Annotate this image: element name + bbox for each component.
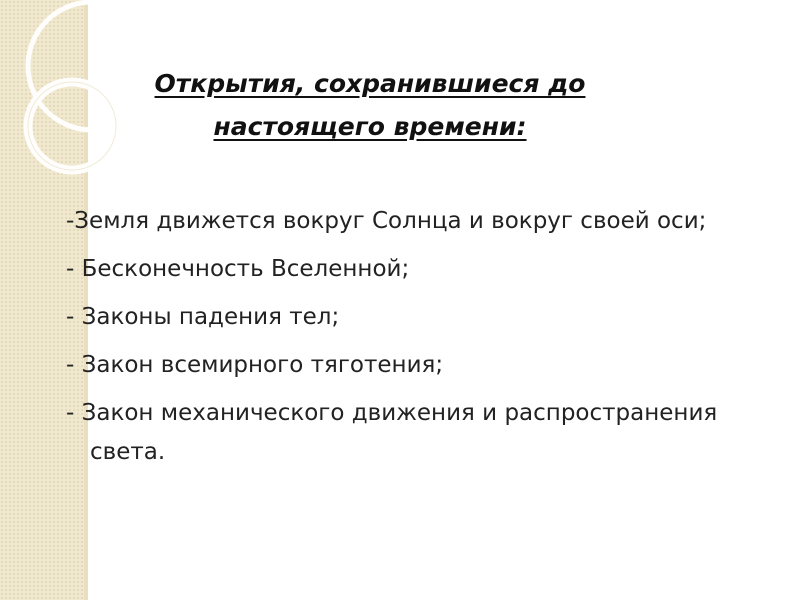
discoveries-list (66, 202, 746, 481)
title-line-1: Открытия, сохранившиеся до (154, 69, 586, 98)
list-item: - Бесконечность Вселенной; (66, 256, 410, 282)
slide-title (100, 62, 640, 148)
list-item: -Земля движется вокруг Солнца и вокруг своей оси; (66, 208, 707, 234)
list-item: - Закон всемирного тяготения; (66, 352, 444, 378)
list-item: - Закон механического движения и распространения света. (66, 400, 718, 465)
list-item: - Законы падения тел; (66, 304, 340, 330)
title-line-2: настоящего времени: (213, 112, 527, 141)
